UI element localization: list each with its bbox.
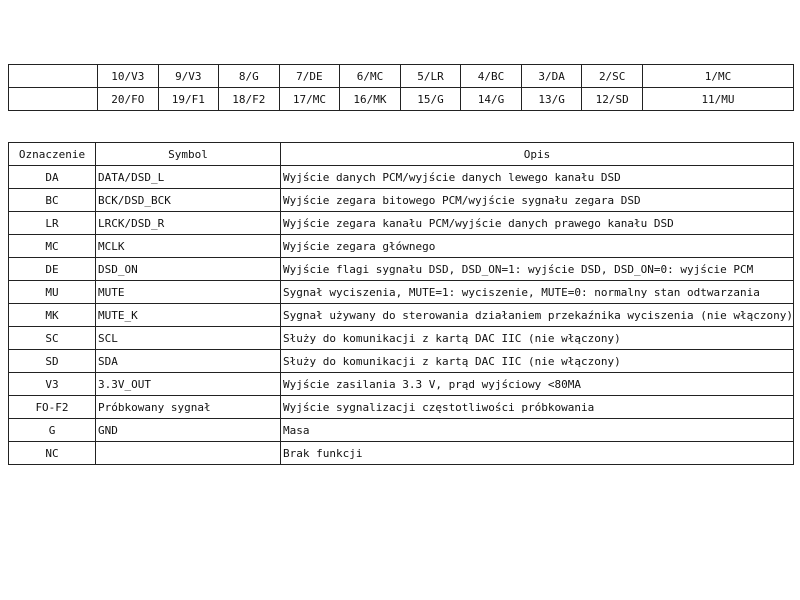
table-row: [9, 212, 794, 235]
cell-oznaczenie: MU: [9, 281, 96, 304]
cell-opis: Wyjście zegara kanału PCM/wyjście danych prawego kanału DSD: [281, 212, 794, 235]
pin-cell: 18/F2: [219, 88, 280, 111]
pin-row-bottom: [9, 88, 794, 111]
cell-opis: Służy do komunikacji z kartą DAC IIC (nie włączony): [281, 327, 794, 350]
table-row: [9, 419, 794, 442]
cell-symbol: GND: [96, 419, 281, 442]
cell-oznaczenie: G: [9, 419, 96, 442]
cell-opis: Masa: [281, 419, 794, 442]
cell-symbol: SDA: [96, 350, 281, 373]
pin-cell: 12/SD: [582, 88, 643, 111]
pin-cell: 16/MK: [340, 88, 401, 111]
pin-cell: 17/MC: [279, 88, 340, 111]
table-header-row: [9, 143, 794, 166]
cell-symbol: 3.3V_OUT: [96, 373, 281, 396]
cell-symbol: [96, 442, 281, 465]
header-oznaczenie: Oznaczenie: [9, 143, 96, 166]
table-row: [9, 281, 794, 304]
pin-cell: 6/MC: [340, 65, 401, 88]
cell-opis: Brak funkcji: [281, 442, 794, 465]
pin-cell: 1/MC: [643, 65, 794, 88]
cell-oznaczenie: FO-F2: [9, 396, 96, 419]
cell-oznaczenie: SD: [9, 350, 96, 373]
cell-oznaczenie: DA: [9, 166, 96, 189]
cell-opis: Wyjście zegara głównego: [281, 235, 794, 258]
pin-cell: 20/FO: [98, 88, 159, 111]
table-row: [9, 166, 794, 189]
table-row: [9, 235, 794, 258]
cell-oznaczenie: DE: [9, 258, 96, 281]
table-row: [9, 258, 794, 281]
cell-opis: Wyjście sygnalizacji częstotliwości próbkowania: [281, 396, 794, 419]
cell-symbol: Próbkowany sygnał: [96, 396, 281, 419]
pin-cell: 19/F1: [158, 88, 219, 111]
pin-cell: 2/SC: [582, 65, 643, 88]
cell-symbol: DATA/DSD_L: [96, 166, 281, 189]
description-table: [8, 142, 794, 465]
cell-symbol: BCK/DSD_BCK: [96, 189, 281, 212]
cell-symbol: MUTE_K: [96, 304, 281, 327]
pin-cell: 3/DA: [521, 65, 582, 88]
header-opis: Opis: [281, 143, 794, 166]
cell-oznaczenie: V3: [9, 373, 96, 396]
table-row: [9, 327, 794, 350]
pin-cell: 11/MU: [643, 88, 794, 111]
cell-oznaczenie: LR: [9, 212, 96, 235]
table-row: [9, 304, 794, 327]
cell-symbol: SCL: [96, 327, 281, 350]
cell-opis: Wyjście danych PCM/wyjście danych lewego kanału DSD: [281, 166, 794, 189]
cell-symbol: DSD_ON: [96, 258, 281, 281]
pin-cell: 9/V3: [158, 65, 219, 88]
pin-cell: 8/G: [219, 65, 280, 88]
pin-cell: 15/G: [400, 88, 461, 111]
cell-opis: Sygnał używany do sterowania działaniem przekaźnika wyciszenia (nie włączony): [281, 304, 794, 327]
table-row: [9, 373, 794, 396]
table-row: [9, 396, 794, 419]
pin-row-label-blank: [9, 88, 98, 111]
header-symbol: Symbol: [96, 143, 281, 166]
table-row: [9, 442, 794, 465]
pin-cell: 14/G: [461, 88, 522, 111]
table-row: [9, 350, 794, 373]
cell-opis: Sygnał wyciszenia, MUTE=1: wyciszenie, MUTE=0: normalny stan odtwarzania: [281, 281, 794, 304]
cell-opis: Służy do komunikacji z kartą DAC IIC (nie włączony): [281, 350, 794, 373]
cell-opis: Wyjście flagi sygnału DSD, DSD_ON=1: wyjście DSD, DSD_ON=0: wyjście PCM: [281, 258, 794, 281]
pin-row-top: [9, 65, 794, 88]
table-row: [9, 189, 794, 212]
cell-opis: Wyjście zegara bitowego PCM/wyjście sygnału zegara DSD: [281, 189, 794, 212]
pin-table: [8, 64, 794, 111]
cell-oznaczenie: BC: [9, 189, 96, 212]
cell-opis: Wyjście zasilania 3.3 V, prąd wyjściowy <80MA: [281, 373, 794, 396]
pin-cell: 13/G: [521, 88, 582, 111]
cell-oznaczenie: SC: [9, 327, 96, 350]
pin-cell: 4/BC: [461, 65, 522, 88]
cell-oznaczenie: MK: [9, 304, 96, 327]
cell-oznaczenie: MC: [9, 235, 96, 258]
cell-oznaczenie: NC: [9, 442, 96, 465]
pin-cell: 10/V3: [98, 65, 159, 88]
cell-symbol: LRCK/DSD_R: [96, 212, 281, 235]
pin-row-label-blank: [9, 65, 98, 88]
pin-cell: 5/LR: [400, 65, 461, 88]
pin-cell: 7/DE: [279, 65, 340, 88]
cell-symbol: MUTE: [96, 281, 281, 304]
cell-symbol: MCLK: [96, 235, 281, 258]
